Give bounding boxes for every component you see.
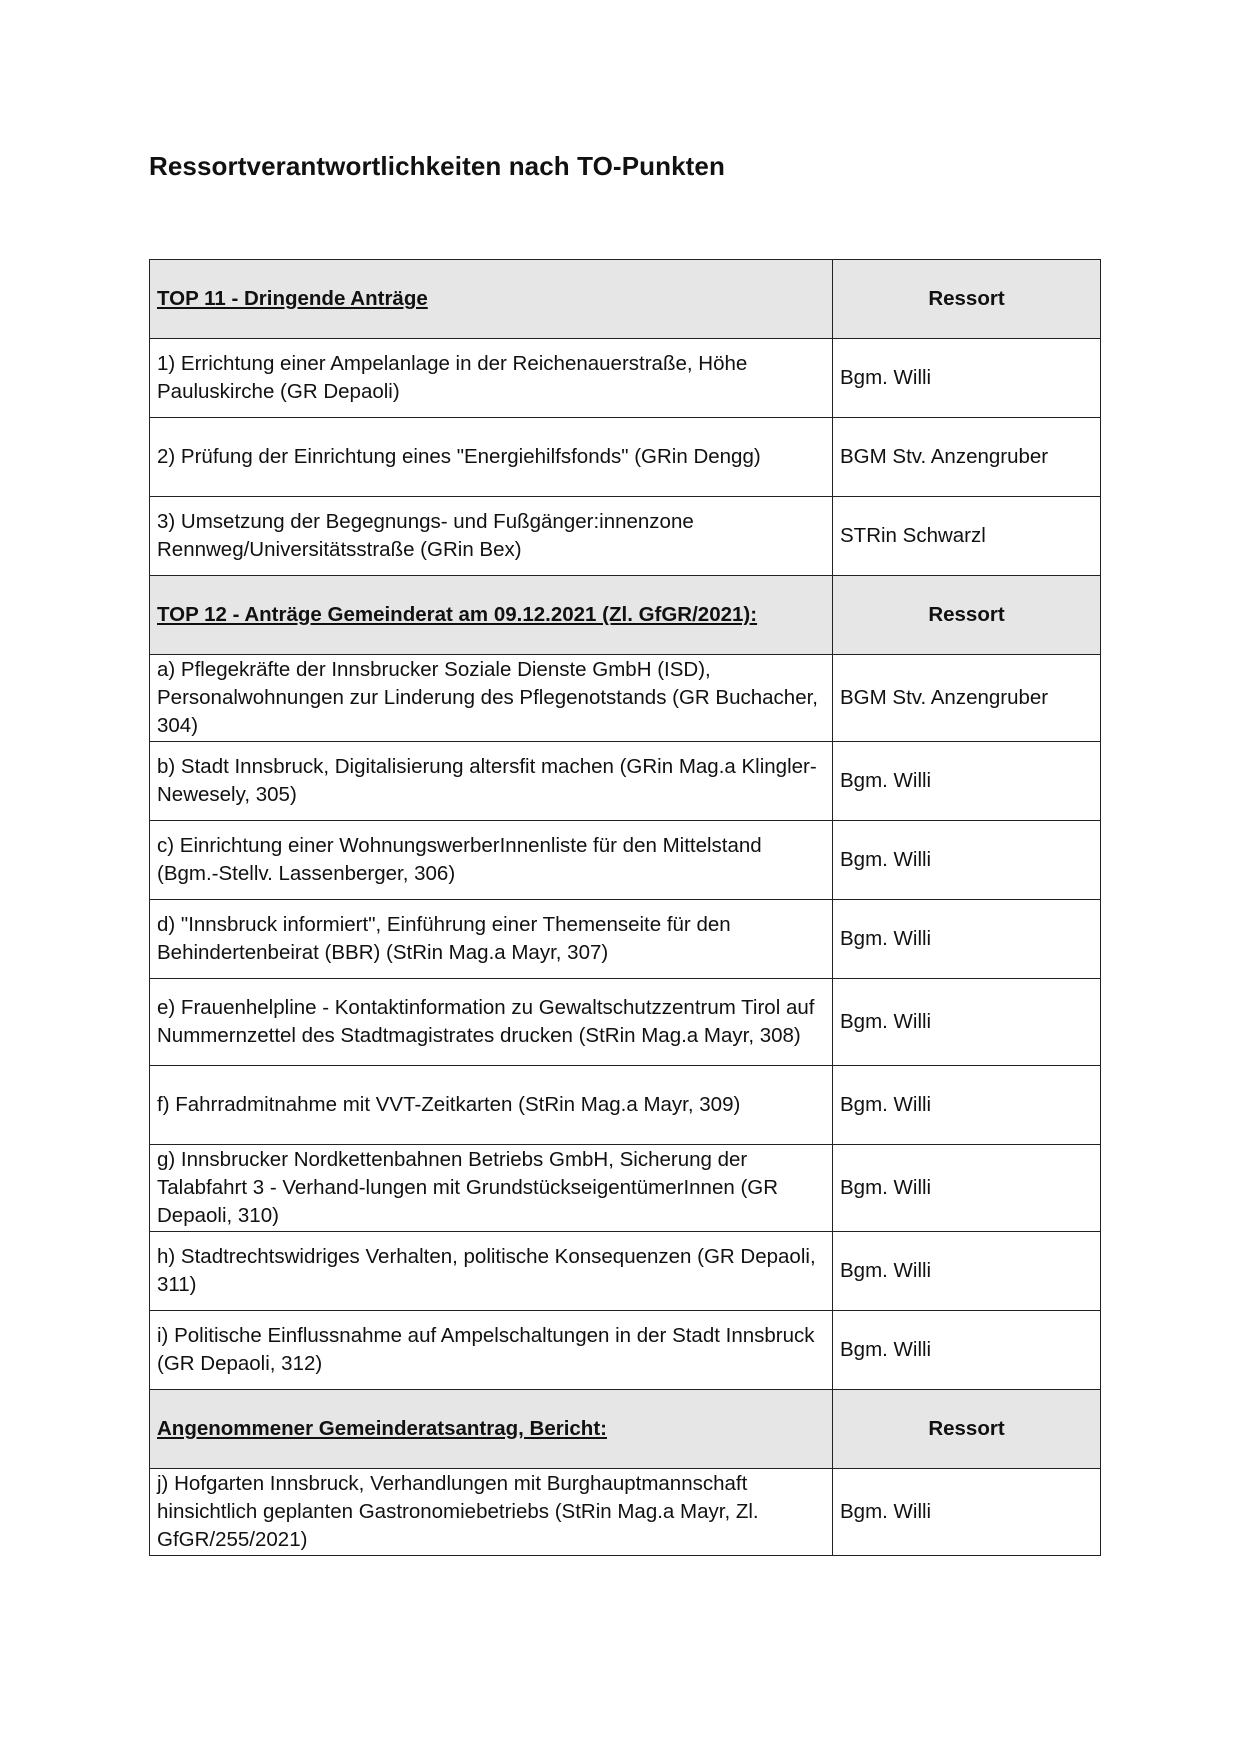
agenda-item-text: d) "Innsbruck informiert", Einführung einer Themenseite für den Behindertenbeirat (BBR) (StRin Mag.a Mayr, 307) [150,900,833,979]
table-row [150,655,1101,742]
ressort-cell: Bgm. Willi [833,1469,1101,1556]
ressort-cell: STRin Schwarzl [833,497,1101,576]
ressort-cell: Bgm. Willi [833,979,1101,1066]
table-row [150,497,1101,576]
table-row [150,1145,1101,1232]
ressort-cell: Bgm. Willi [833,339,1101,418]
ressort-cell: Bgm. Willi [833,821,1101,900]
table-row [150,742,1101,821]
agenda-item-text: 1) Errichtung einer Ampelanlage in der Reichenauerstraße, Höhe Pauluskirche (GR Depaoli) [150,339,833,418]
ressort-cell: Bgm. Willi [833,1145,1101,1232]
responsibility-table [149,259,1101,1556]
ressort-column-header: Ressort [833,1390,1101,1469]
agenda-item-text: e) Frauenhelpline - Kontaktinformation zu Gewaltschutzzentrum Tirol auf Nummernzettel des Stadtmagistrates drucken (StRin Mag.a Mayr, 308) [150,979,833,1066]
agenda-item-text: b) Stadt Innsbruck, Digitalisierung altersfit machen (GRin Mag.a Klingler-Newesely, 305) [150,742,833,821]
table-row [150,1232,1101,1311]
table-row [150,821,1101,900]
section-header-top-11 [150,260,1101,339]
ressort-column-header: Ressort [833,260,1101,339]
ressort-cell: Bgm. Willi [833,1232,1101,1311]
ressort-cell: BGM Stv. Anzengruber [833,418,1101,497]
ressort-cell: BGM Stv. Anzengruber [833,655,1101,742]
section-title: TOP 12 - Anträge Gemeinderat am 09.12.2021 (Zl. GfGR/2021): [150,576,833,655]
agenda-item-text: 3) Umsetzung der Begegnungs- und Fußgänger:innenzone Rennweg/Universitätsstraße (GRin Bex) [150,497,833,576]
section-header-report [150,1390,1101,1469]
section-title: Angenommener Gemeinderatsantrag, Bericht: [150,1390,833,1469]
agenda-item-text: c) Einrichtung einer WohnungswerberInnenliste für den Mittelstand (Bgm.-Stellv. Lassenberger, 306) [150,821,833,900]
ressort-cell: Bgm. Willi [833,1311,1101,1390]
table-row [150,1469,1101,1556]
ressort-cell: Bgm. Willi [833,900,1101,979]
agenda-item-text: j) Hofgarten Innsbruck, Verhandlungen mit Burghauptmannschaft hinsichtlich geplanten Gastronomiebetriebs (StRin Mag.a Mayr, Zl. GfGR/255/2021) [150,1469,833,1556]
agenda-item-text: 2) Prüfung der Einrichtung eines "Energiehilfsfonds" (GRin Dengg) [150,418,833,497]
table-row [150,418,1101,497]
ressort-cell: Bgm. Willi [833,1066,1101,1145]
ressort-column-header: Ressort [833,576,1101,655]
table-row [150,979,1101,1066]
page-title: Ressortverantwortlichkeiten nach TO-Punkten [149,151,725,181]
section-title: TOP 11 - Dringende Anträge [150,260,833,339]
agenda-item-text: a) Pflegekräfte der Innsbrucker Soziale Dienste GmbH (ISD), Personalwohnungen zur Linderung des Pflegenotstands (GR Buchacher, 304) [150,655,833,742]
agenda-item-text: h) Stadtrechtswidriges Verhalten, politische Konsequenzen (GR Depaoli, 311) [150,1232,833,1311]
table-row [150,1311,1101,1390]
section-header-top-12 [150,576,1101,655]
ressort-cell: Bgm. Willi [833,742,1101,821]
table-row [150,339,1101,418]
agenda-item-text: f) Fahrradmitnahme mit VVT-Zeitkarten (StRin Mag.a Mayr, 309) [150,1066,833,1145]
table-row [150,900,1101,979]
table-row [150,1066,1101,1145]
agenda-item-text: i) Politische Einflussnahme auf Ampelschaltungen in der Stadt Innsbruck (GR Depaoli, 312) [150,1311,833,1390]
agenda-item-text: g) Innsbrucker Nordkettenbahnen Betriebs GmbH, Sicherung der Talabfahrt 3 - Verhand-lungen mit GrundstückseigentümerInnen (GR Depaoli, 310) [150,1145,833,1232]
